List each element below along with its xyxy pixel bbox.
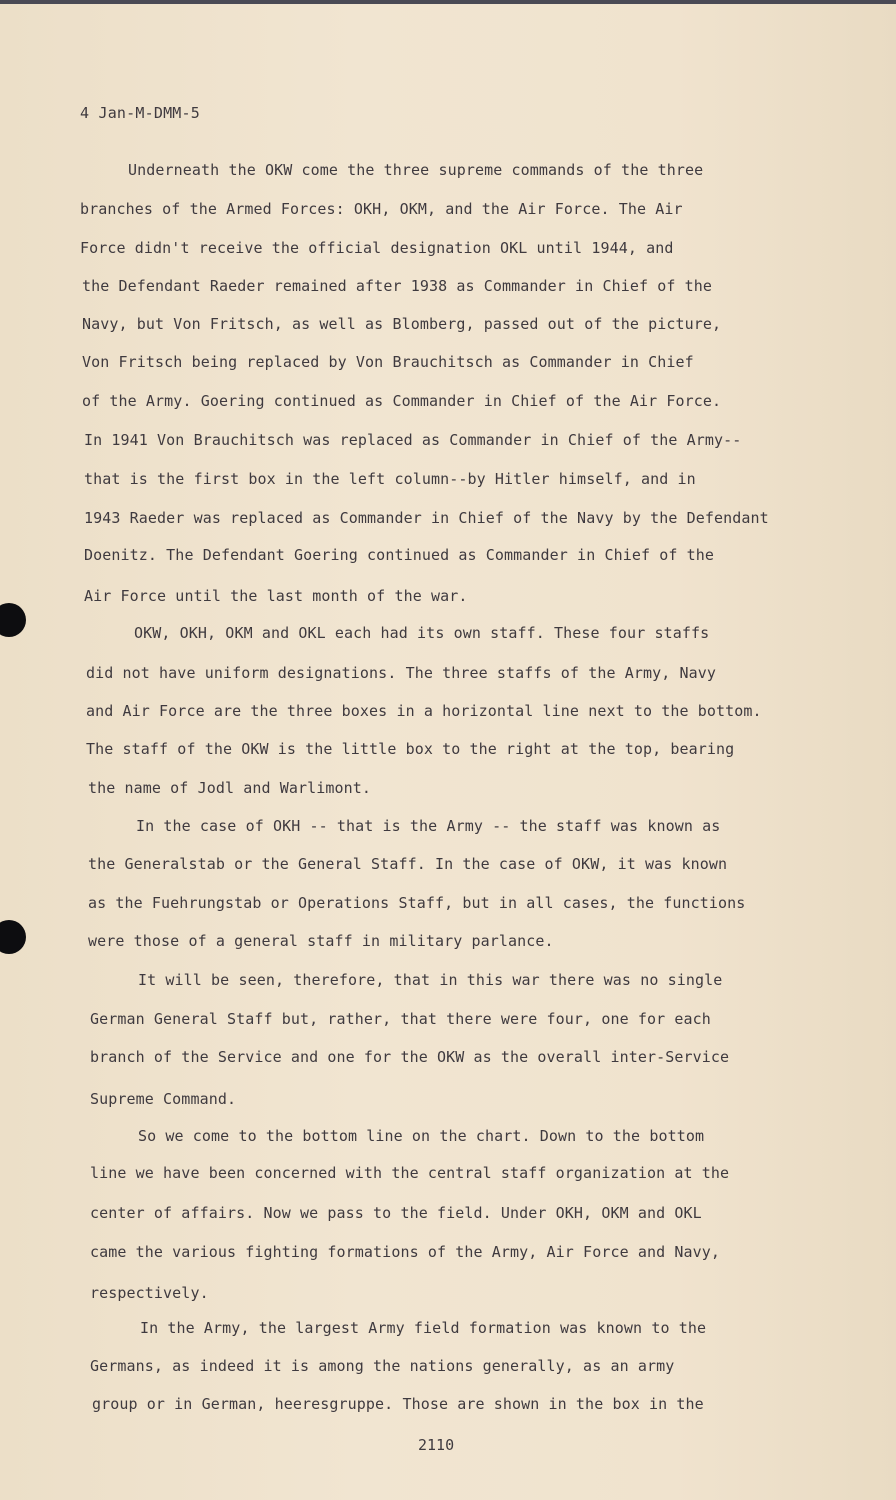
text-line: line we have been concerned with the central staff organization at the xyxy=(90,1164,730,1182)
text-line: Germans, as indeed it is among the nations generally, as an army xyxy=(90,1357,675,1375)
text-line: Air Force until the last month of the war. xyxy=(84,587,468,605)
text-line: respectively. xyxy=(90,1284,209,1302)
text-line: as the Fuehrungstab or Operations Staff, but in all cases, the functions xyxy=(88,894,746,912)
text-line: Navy, but Von Fritsch, as well as Blomberg, passed out of the picture, xyxy=(82,315,722,333)
text-line: of the Army. Goering continued as Commander in Chief of the Air Force. xyxy=(82,392,722,410)
text-line: In the case of OKH -- that is the Army -- the staff was known as xyxy=(136,817,721,835)
text-line: the Defendant Raeder remained after 1938 as Commander in Chief of the xyxy=(82,277,713,295)
text-line: branch of the Service and one for the OKW as the overall inter-Service xyxy=(90,1048,730,1066)
text-line: did not have uniform designations. The three staffs of the Army, Navy xyxy=(86,664,717,682)
page-number: 2110 xyxy=(418,1436,455,1454)
text-line: center of affairs. Now we pass to the field. Under OKH, OKM and OKL xyxy=(90,1204,702,1222)
text-line: were those of a general staff in military parlance. xyxy=(88,932,554,950)
text-line: Supreme Command. xyxy=(90,1090,237,1108)
text-line: that is the first box in the left column--by Hitler himself, and in xyxy=(84,470,696,488)
text-line: Underneath the OKW come the three supreme commands of the three xyxy=(128,161,704,179)
text-line: branches of the Armed Forces: OKH, OKM, and the Air Force. The Air xyxy=(80,200,683,218)
document-reference: 4 Jan-M-DMM-5 xyxy=(80,104,200,122)
text-line: Von Fritsch being replaced by Von Brauchitsch as Commander in Chief xyxy=(82,353,694,371)
text-line: OKW, OKH, OKM and OKL each had its own staff. These four staffs xyxy=(134,624,710,642)
text-line: the Generalstab or the General Staff. In the case of OKW, it was known xyxy=(88,855,728,873)
text-line: came the various fighting formations of the Army, Air Force and Navy, xyxy=(90,1243,721,1261)
text-line: the name of Jodl and Warlimont. xyxy=(88,779,372,797)
text-line: So we come to the bottom line on the chart. Down to the bottom xyxy=(138,1127,705,1145)
text-line: 1943 Raeder was replaced as Commander in Chief of the Navy by the Defendant xyxy=(84,509,769,527)
text-line: It will be seen, therefore, that in this war there was no single xyxy=(138,971,723,989)
text-line: and Air Force are the three boxes in a horizontal line next to the bottom. xyxy=(86,702,762,720)
text-line: In the Army, the largest Army field formation was known to the xyxy=(140,1319,707,1337)
text-line: group or in German, heeresgruppe. Those are shown in the box in the xyxy=(92,1395,704,1413)
text-line: Doenitz. The Defendant Goering continued as Commander in Chief of the xyxy=(84,546,715,564)
text-line: The staff of the OKW is the little box to the right at the top, bearing xyxy=(86,740,735,758)
text-line: Force didn't receive the official designation OKL until 1944, and xyxy=(80,239,674,257)
text-line: German General Staff but, rather, that there were four, one for each xyxy=(90,1010,711,1028)
text-line: In 1941 Von Brauchitsch was replaced as Commander in Chief of the Army-- xyxy=(84,431,742,449)
